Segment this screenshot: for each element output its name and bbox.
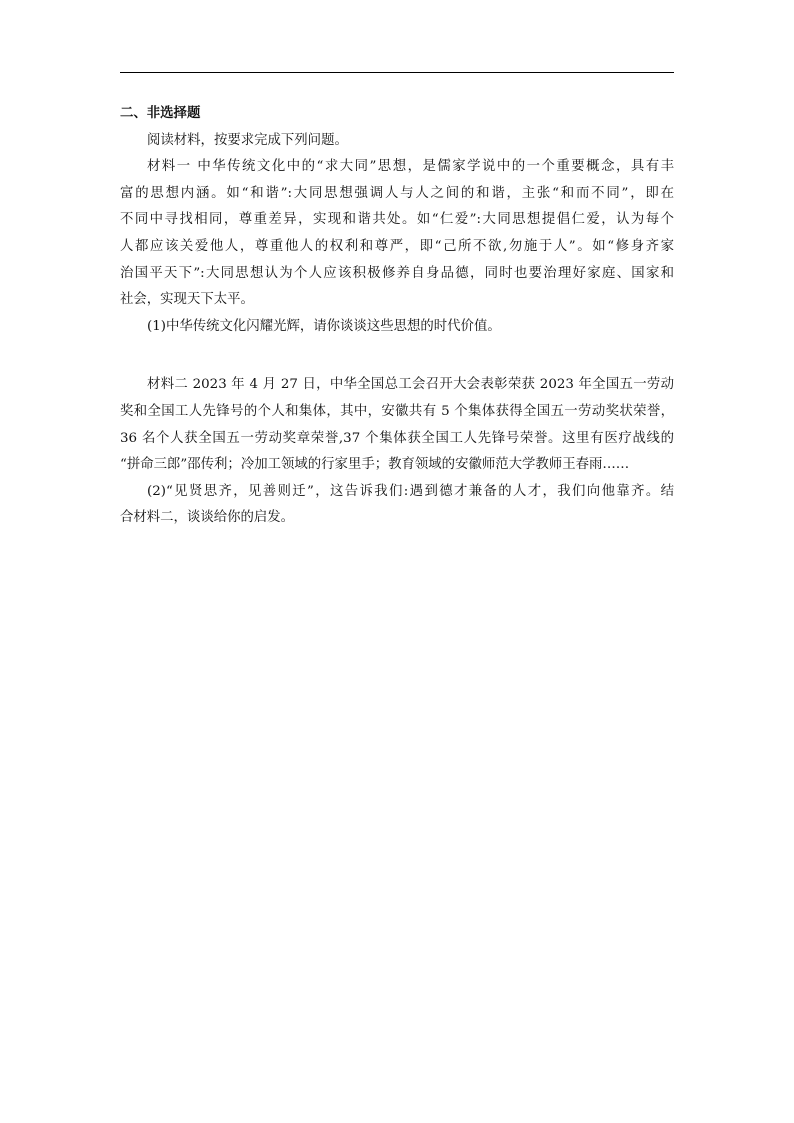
- material-two-line: “拼命三郎”邵传利；冷加工领域的行家里手；教育领域的安徽师范大学教师王春雨……: [120, 457, 630, 473]
- document-body: [120, 101, 674, 532]
- section-heading: 二、非选择题: [120, 106, 201, 121]
- material-one-line: 富的思想内涵。如“和谐”:大同思想强调人与人之间的和谐，主张“和而不同”，即在: [120, 185, 674, 201]
- material-one-line: 不同中寻找相同，尊重差异，实现和谐共处。如“仁爱”:大同思想提倡仁爱，认为每个: [120, 212, 674, 228]
- material-one-line: 人都应该关爱他人，尊重他人的权利和尊严，即“己所不欲,勿施于人”。如“修身齐家: [120, 238, 674, 254]
- question-two: [120, 479, 674, 532]
- answer-space: [120, 340, 674, 372]
- question-one: (1)中华传统文化闪耀光辉，请你谈谈这些思想的时代价值。: [147, 318, 501, 334]
- material-one-line: 治国平天下”:大同思想认为个人应该积极修养自身品德，同时也要治理好家庭、国家和: [120, 265, 674, 281]
- material-two-line: 奖和全国工人先锋号的个人和集体，其中，安徽共有 5 个集体获得全国五一劳动奖状荣誉，: [120, 403, 674, 419]
- question-two-line: (2)“见贤思齐，见善则迁”，这告诉我们:遇到德才兼备的人才，我们向他靠齐。结: [147, 483, 674, 499]
- material-one: [120, 154, 674, 314]
- material-two-line: 材料二 2023 年 4 月 27 日，中华全国总工会召开大会表彰荣获 2023 年全国五一劳动: [147, 377, 674, 393]
- question-two-line: 合材料二，谈谈给你的启发。: [120, 510, 295, 526]
- header-rule: [120, 72, 674, 73]
- material-one-line: 材料一 中华传统文化中的“求大同”思想，是儒家学说中的一个重要概念，具有丰: [147, 159, 674, 175]
- material-one-line: 社会，实现天下太平。: [120, 292, 254, 308]
- instruction-text: 阅读材料，按要求完成下列问题。: [147, 132, 348, 148]
- material-two-line: 36 名个人获全国五一劳动奖章荣誉,37 个集体获全国工人先锋号荣誉。这里有医疗战线的: [120, 430, 674, 446]
- material-two: [120, 372, 674, 478]
